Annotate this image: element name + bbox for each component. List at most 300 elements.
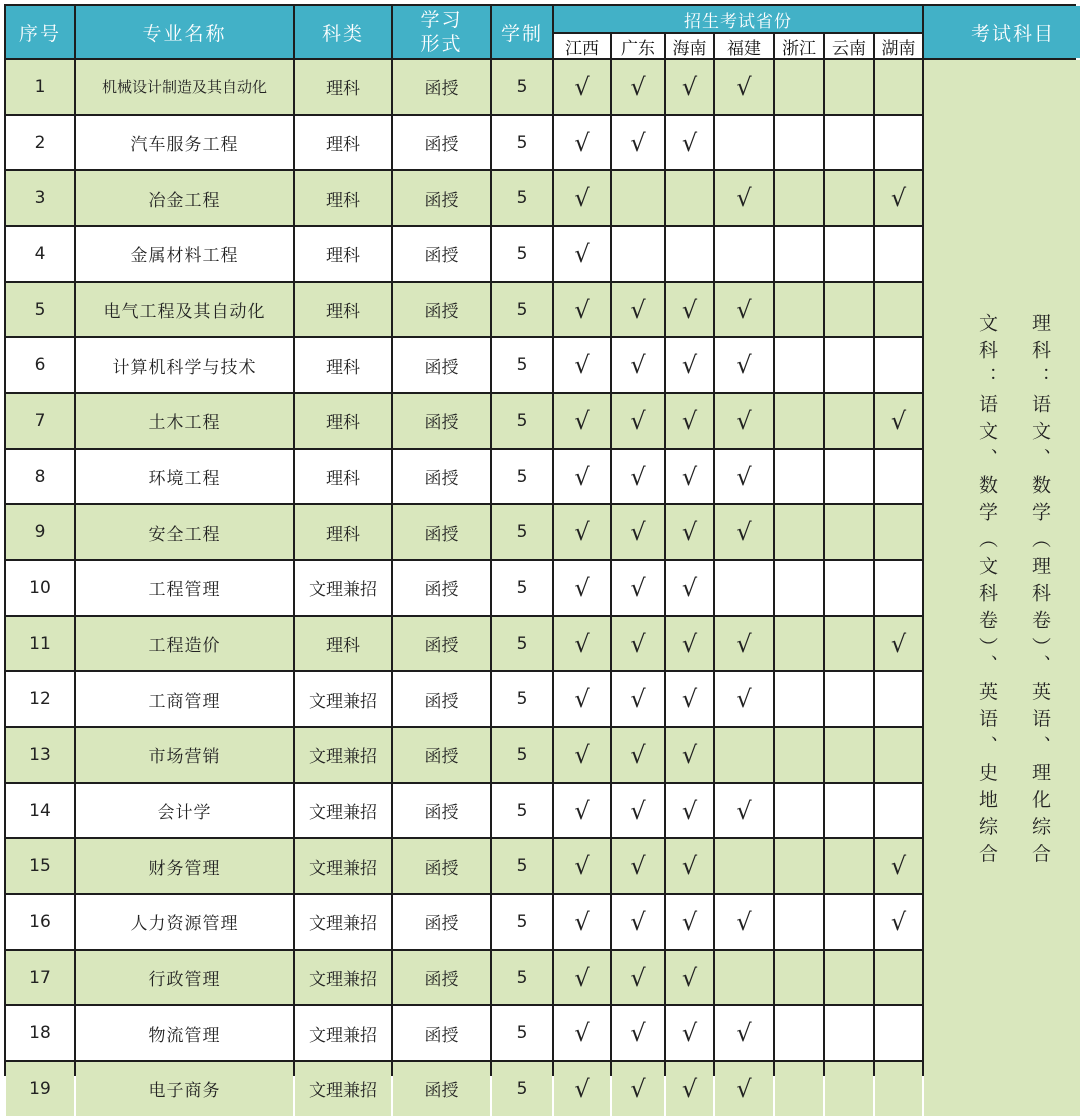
check-mark-icon: √ — [630, 907, 646, 936]
study-form: 函授 — [393, 784, 490, 838]
category: 理科 — [295, 116, 391, 170]
province-check-cell — [775, 895, 823, 949]
duration: 5 — [492, 895, 552, 949]
check-mark-icon: √ — [574, 796, 590, 825]
check-mark-icon: √ — [574, 184, 590, 213]
check-mark-icon: √ — [681, 72, 698, 101]
province-check-cell — [612, 450, 664, 504]
major-name: 电气工程及其自动化 — [76, 283, 293, 337]
duration: 5 — [492, 839, 552, 893]
province-check-cell — [554, 394, 610, 448]
province-check-cell — [554, 951, 610, 1005]
check-mark-icon: √ — [574, 629, 590, 658]
row-number: 2 — [6, 116, 74, 170]
category: 文理兼招 — [295, 895, 391, 949]
province-check-cell — [715, 394, 773, 448]
check-mark-icon: √ — [630, 573, 646, 602]
duration: 5 — [492, 283, 552, 337]
province-check-cell — [875, 394, 922, 448]
check-mark-icon: √ — [574, 1074, 590, 1103]
province-check-cell — [775, 283, 823, 337]
study-form: 函授 — [393, 394, 490, 448]
province-check-cell — [825, 338, 873, 392]
study-form: 函授 — [393, 505, 490, 559]
major-name: 人力资源管理 — [76, 895, 293, 949]
province-check-cell — [825, 1006, 873, 1060]
check-mark-icon: √ — [681, 907, 698, 936]
check-mark-icon: √ — [736, 796, 752, 825]
study-form: 函授 — [393, 60, 490, 114]
check-mark-icon: √ — [736, 907, 752, 936]
study-form: 函授 — [393, 171, 490, 225]
check-mark-icon: √ — [736, 1019, 752, 1048]
row-number: 12 — [6, 672, 74, 726]
duration: 5 — [492, 728, 552, 782]
major-name: 会计学 — [76, 784, 293, 838]
province-check-cell — [666, 505, 713, 559]
province-check-cell — [825, 728, 873, 782]
province-check-cell — [775, 116, 823, 170]
major-name: 市场营销 — [76, 728, 293, 782]
category: 文理兼招 — [295, 1062, 391, 1116]
province-check-cell — [554, 227, 610, 281]
study-form: 函授 — [393, 1062, 490, 1116]
province-check-cell — [715, 839, 773, 893]
province-check-cell — [612, 60, 664, 114]
province-check-cell — [825, 227, 873, 281]
province-check-cell — [775, 1062, 823, 1116]
check-mark-icon: √ — [736, 685, 752, 714]
check-mark-icon: √ — [574, 239, 590, 268]
row-number: 8 — [6, 450, 74, 504]
province-check-cell — [715, 338, 773, 392]
province-check-cell — [554, 60, 610, 114]
province-check-cell — [554, 283, 610, 337]
province-check-cell — [875, 505, 922, 559]
check-mark-icon: √ — [630, 1074, 646, 1103]
province-check-cell — [875, 283, 922, 337]
check-mark-icon: √ — [630, 406, 646, 435]
province-check-cell — [666, 895, 713, 949]
province-check-cell — [875, 60, 922, 114]
row-number: 11 — [6, 617, 74, 671]
province-check-cell — [666, 227, 713, 281]
check-mark-icon: √ — [630, 518, 646, 547]
check-mark-icon: √ — [736, 629, 752, 658]
province-check-cell — [825, 951, 873, 1005]
province-check-cell — [666, 728, 713, 782]
province-check-cell — [612, 895, 664, 949]
check-mark-icon: √ — [890, 852, 907, 881]
province-check-cell — [666, 561, 713, 615]
header-duration: 学制 — [492, 6, 552, 58]
major-name: 物流管理 — [76, 1006, 293, 1060]
duration: 5 — [492, 116, 552, 170]
duration: 5 — [492, 171, 552, 225]
province-check-cell — [825, 784, 873, 838]
major-name: 土木工程 — [76, 394, 293, 448]
province-check-cell — [612, 1006, 664, 1060]
category: 理科 — [295, 617, 391, 671]
check-mark-icon: √ — [681, 796, 698, 825]
province-check-cell — [612, 1062, 664, 1116]
province-check-cell — [715, 951, 773, 1005]
header-provinces: 招生考试省份 — [554, 6, 922, 32]
province-header: 湖南 — [875, 34, 922, 58]
province-check-cell — [875, 1006, 922, 1060]
check-mark-icon: √ — [630, 462, 646, 491]
check-mark-icon: √ — [630, 963, 646, 992]
province-check-cell — [715, 116, 773, 170]
province-check-cell — [875, 171, 922, 225]
check-mark-icon: √ — [574, 518, 590, 547]
row-number: 6 — [6, 338, 74, 392]
province-check-cell — [554, 450, 610, 504]
check-mark-icon: √ — [681, 963, 698, 992]
row-number: 3 — [6, 171, 74, 225]
province-check-cell — [875, 116, 922, 170]
row-number: 16 — [6, 895, 74, 949]
category: 文理兼招 — [295, 839, 391, 893]
header-category: 科类 — [295, 6, 391, 58]
province-check-cell — [825, 617, 873, 671]
province-check-cell — [666, 116, 713, 170]
duration: 5 — [492, 1062, 552, 1116]
study-form: 函授 — [393, 283, 490, 337]
category: 文理兼招 — [295, 951, 391, 1005]
study-form: 函授 — [393, 1006, 490, 1060]
province-check-cell — [875, 338, 922, 392]
check-mark-icon: √ — [630, 295, 646, 324]
province-check-cell — [666, 394, 713, 448]
province-check-cell — [825, 171, 873, 225]
province-check-cell — [775, 617, 823, 671]
duration: 5 — [492, 1006, 552, 1060]
major-name: 计算机科学与技术 — [76, 338, 293, 392]
check-mark-icon: √ — [630, 72, 646, 101]
check-mark-icon: √ — [574, 72, 590, 101]
province-check-cell — [554, 1006, 610, 1060]
major-name: 汽车服务工程 — [76, 116, 293, 170]
province-check-cell — [612, 394, 664, 448]
check-mark-icon: √ — [736, 1074, 752, 1103]
major-name: 行政管理 — [76, 951, 293, 1005]
province-check-cell — [875, 617, 922, 671]
province-check-cell — [612, 116, 664, 170]
duration: 5 — [492, 561, 552, 615]
study-form: 函授 — [393, 116, 490, 170]
duration: 5 — [492, 784, 552, 838]
province-check-cell — [715, 561, 773, 615]
province-check-cell — [554, 672, 610, 726]
duration: 5 — [492, 227, 552, 281]
province-check-cell — [666, 672, 713, 726]
duration: 5 — [492, 394, 552, 448]
check-mark-icon: √ — [736, 295, 752, 324]
province-check-cell — [875, 450, 922, 504]
category: 理科 — [295, 338, 391, 392]
province-check-cell — [554, 505, 610, 559]
province-check-cell — [612, 171, 664, 225]
check-mark-icon: √ — [630, 796, 646, 825]
province-check-cell — [775, 784, 823, 838]
major-name: 电子商务 — [76, 1062, 293, 1116]
check-mark-icon: √ — [681, 406, 698, 435]
category: 文理兼招 — [295, 672, 391, 726]
major-name: 金属材料工程 — [76, 227, 293, 281]
major-name: 工程管理 — [76, 561, 293, 615]
province-check-cell — [715, 1062, 773, 1116]
category: 文理兼招 — [295, 728, 391, 782]
province-check-cell — [875, 839, 922, 893]
province-header: 广东 — [612, 34, 664, 58]
province-check-cell — [612, 839, 664, 893]
duration: 5 — [492, 60, 552, 114]
check-mark-icon: √ — [681, 685, 698, 714]
row-number: 19 — [6, 1062, 74, 1116]
province-check-cell — [715, 283, 773, 337]
check-mark-icon: √ — [681, 1074, 698, 1103]
check-mark-icon: √ — [681, 573, 698, 602]
study-form: 函授 — [393, 450, 490, 504]
study-form: 函授 — [393, 839, 490, 893]
header-no: 序号 — [6, 6, 74, 58]
province-check-cell — [554, 338, 610, 392]
province-check-cell — [875, 672, 922, 726]
province-check-cell — [775, 728, 823, 782]
province-check-cell — [715, 617, 773, 671]
province-check-cell — [554, 784, 610, 838]
check-mark-icon: √ — [736, 72, 752, 101]
province-check-cell — [825, 839, 873, 893]
province-check-cell — [775, 171, 823, 225]
province-check-cell — [612, 672, 664, 726]
check-mark-icon: √ — [574, 128, 590, 157]
province-check-cell — [554, 839, 610, 893]
check-mark-icon: √ — [681, 462, 698, 491]
province-check-cell — [554, 728, 610, 782]
province-check-cell — [775, 672, 823, 726]
check-mark-icon: √ — [736, 184, 752, 213]
province-check-cell — [666, 60, 713, 114]
province-check-cell — [775, 60, 823, 114]
row-number: 17 — [6, 951, 74, 1005]
study-form: 函授 — [393, 338, 490, 392]
exam-subjects-science: 理科：语文、数学（理科卷）、英语、理化综合 — [1029, 313, 1051, 871]
province-check-cell — [554, 1062, 610, 1116]
category: 理科 — [295, 283, 391, 337]
header-exam-subjects: 考试科目 — [924, 6, 1080, 58]
province-check-cell — [825, 116, 873, 170]
row-number: 18 — [6, 1006, 74, 1060]
check-mark-icon: √ — [890, 629, 907, 658]
check-mark-icon: √ — [890, 907, 907, 936]
province-check-cell — [612, 617, 664, 671]
duration: 5 — [492, 672, 552, 726]
province-check-cell — [715, 784, 773, 838]
check-mark-icon: √ — [574, 963, 590, 992]
province-check-cell — [875, 951, 922, 1005]
province-check-cell — [775, 450, 823, 504]
row-number: 1 — [6, 60, 74, 114]
study-form: 函授 — [393, 561, 490, 615]
province-header: 江西 — [554, 34, 610, 58]
province-check-cell — [775, 338, 823, 392]
check-mark-icon: √ — [574, 1019, 590, 1048]
province-check-cell — [825, 394, 873, 448]
check-mark-icon: √ — [681, 629, 698, 658]
header-major: 专业名称 — [76, 6, 293, 58]
province-check-cell — [554, 116, 610, 170]
study-form: 函授 — [393, 951, 490, 1005]
province-check-cell — [554, 561, 610, 615]
province-check-cell — [715, 1006, 773, 1060]
check-mark-icon: √ — [681, 1019, 698, 1048]
province-check-cell — [775, 951, 823, 1005]
check-mark-icon: √ — [736, 351, 752, 380]
province-check-cell — [554, 895, 610, 949]
category: 理科 — [295, 171, 391, 225]
province-header: 浙江 — [775, 34, 823, 58]
province-check-cell — [612, 951, 664, 1005]
study-form: 函授 — [393, 227, 490, 281]
row-number: 4 — [6, 227, 74, 281]
province-check-cell — [875, 227, 922, 281]
category: 理科 — [295, 227, 391, 281]
category: 理科 — [295, 450, 391, 504]
check-mark-icon: √ — [574, 462, 590, 491]
province-check-cell — [666, 1062, 713, 1116]
province-check-cell — [666, 338, 713, 392]
province-check-cell — [715, 895, 773, 949]
major-name: 环境工程 — [76, 450, 293, 504]
province-check-cell — [775, 505, 823, 559]
province-check-cell — [875, 784, 922, 838]
major-name: 机械设计制造及其自动化 — [76, 60, 293, 114]
province-check-cell — [666, 839, 713, 893]
category: 文理兼招 — [295, 561, 391, 615]
province-header: 云南 — [825, 34, 873, 58]
check-mark-icon: √ — [681, 295, 698, 324]
major-name: 工程造价 — [76, 617, 293, 671]
province-check-cell — [715, 227, 773, 281]
check-mark-icon: √ — [736, 518, 752, 547]
header-study-form-line2: 形式 — [420, 33, 463, 55]
major-name: 财务管理 — [76, 839, 293, 893]
duration: 5 — [492, 951, 552, 1005]
province-check-cell — [775, 227, 823, 281]
row-number: 10 — [6, 561, 74, 615]
check-mark-icon: √ — [630, 685, 646, 714]
duration: 5 — [492, 617, 552, 671]
check-mark-icon: √ — [630, 351, 646, 380]
check-mark-icon: √ — [890, 406, 907, 435]
province-check-cell — [612, 728, 664, 782]
province-check-cell — [554, 617, 610, 671]
check-mark-icon: √ — [736, 462, 752, 491]
enrollment-table — [4, 4, 1076, 1103]
row-number: 9 — [6, 505, 74, 559]
check-mark-icon: √ — [681, 128, 698, 157]
province-check-cell — [612, 227, 664, 281]
row-number: 7 — [6, 394, 74, 448]
province-check-cell — [825, 450, 873, 504]
province-check-cell — [825, 1062, 873, 1116]
check-mark-icon: √ — [574, 685, 590, 714]
check-mark-icon: √ — [574, 573, 590, 602]
duration: 5 — [492, 450, 552, 504]
check-mark-icon: √ — [681, 852, 698, 881]
province-check-cell — [666, 171, 713, 225]
province-check-cell — [715, 672, 773, 726]
category: 理科 — [295, 505, 391, 559]
row-number: 15 — [6, 839, 74, 893]
province-header: 福建 — [715, 34, 773, 58]
check-mark-icon: √ — [681, 740, 698, 769]
study-form: 函授 — [393, 895, 490, 949]
check-mark-icon: √ — [630, 128, 646, 157]
check-mark-icon: √ — [574, 907, 590, 936]
province-check-cell — [715, 171, 773, 225]
province-check-cell — [554, 171, 610, 225]
exam-subjects-cell — [924, 60, 1080, 1116]
major-name: 工商管理 — [76, 672, 293, 726]
province-check-cell — [775, 561, 823, 615]
header-study-form — [393, 6, 490, 58]
check-mark-icon: √ — [630, 629, 646, 658]
row-number: 13 — [6, 728, 74, 782]
province-check-cell — [875, 895, 922, 949]
province-check-cell — [825, 895, 873, 949]
province-check-cell — [825, 283, 873, 337]
province-check-cell — [666, 450, 713, 504]
province-check-cell — [612, 505, 664, 559]
check-mark-icon: √ — [574, 406, 590, 435]
province-check-cell — [612, 561, 664, 615]
province-check-cell — [875, 561, 922, 615]
province-header: 海南 — [666, 34, 713, 58]
province-check-cell — [666, 1006, 713, 1060]
check-mark-icon: √ — [630, 1019, 646, 1048]
category: 文理兼招 — [295, 1006, 391, 1060]
check-mark-icon: √ — [574, 740, 590, 769]
province-check-cell — [875, 728, 922, 782]
province-check-cell — [715, 728, 773, 782]
study-form: 函授 — [393, 672, 490, 726]
study-form: 函授 — [393, 617, 490, 671]
province-check-cell — [825, 505, 873, 559]
row-number: 14 — [6, 784, 74, 838]
province-check-cell — [715, 505, 773, 559]
study-form: 函授 — [393, 728, 490, 782]
exam-subjects-liberal-arts: 文科：语文、数学（文科卷）、英语、史地综合 — [976, 313, 998, 871]
check-mark-icon: √ — [574, 295, 590, 324]
category: 文理兼招 — [295, 784, 391, 838]
province-check-cell — [825, 60, 873, 114]
check-mark-icon: √ — [574, 351, 590, 380]
check-mark-icon: √ — [630, 852, 646, 881]
duration: 5 — [492, 505, 552, 559]
province-check-cell — [775, 1006, 823, 1060]
row-number: 5 — [6, 283, 74, 337]
major-name: 冶金工程 — [76, 171, 293, 225]
province-check-cell — [612, 784, 664, 838]
check-mark-icon: √ — [681, 518, 698, 547]
province-check-cell — [666, 951, 713, 1005]
province-check-cell — [715, 450, 773, 504]
province-check-cell — [612, 283, 664, 337]
province-check-cell — [825, 672, 873, 726]
